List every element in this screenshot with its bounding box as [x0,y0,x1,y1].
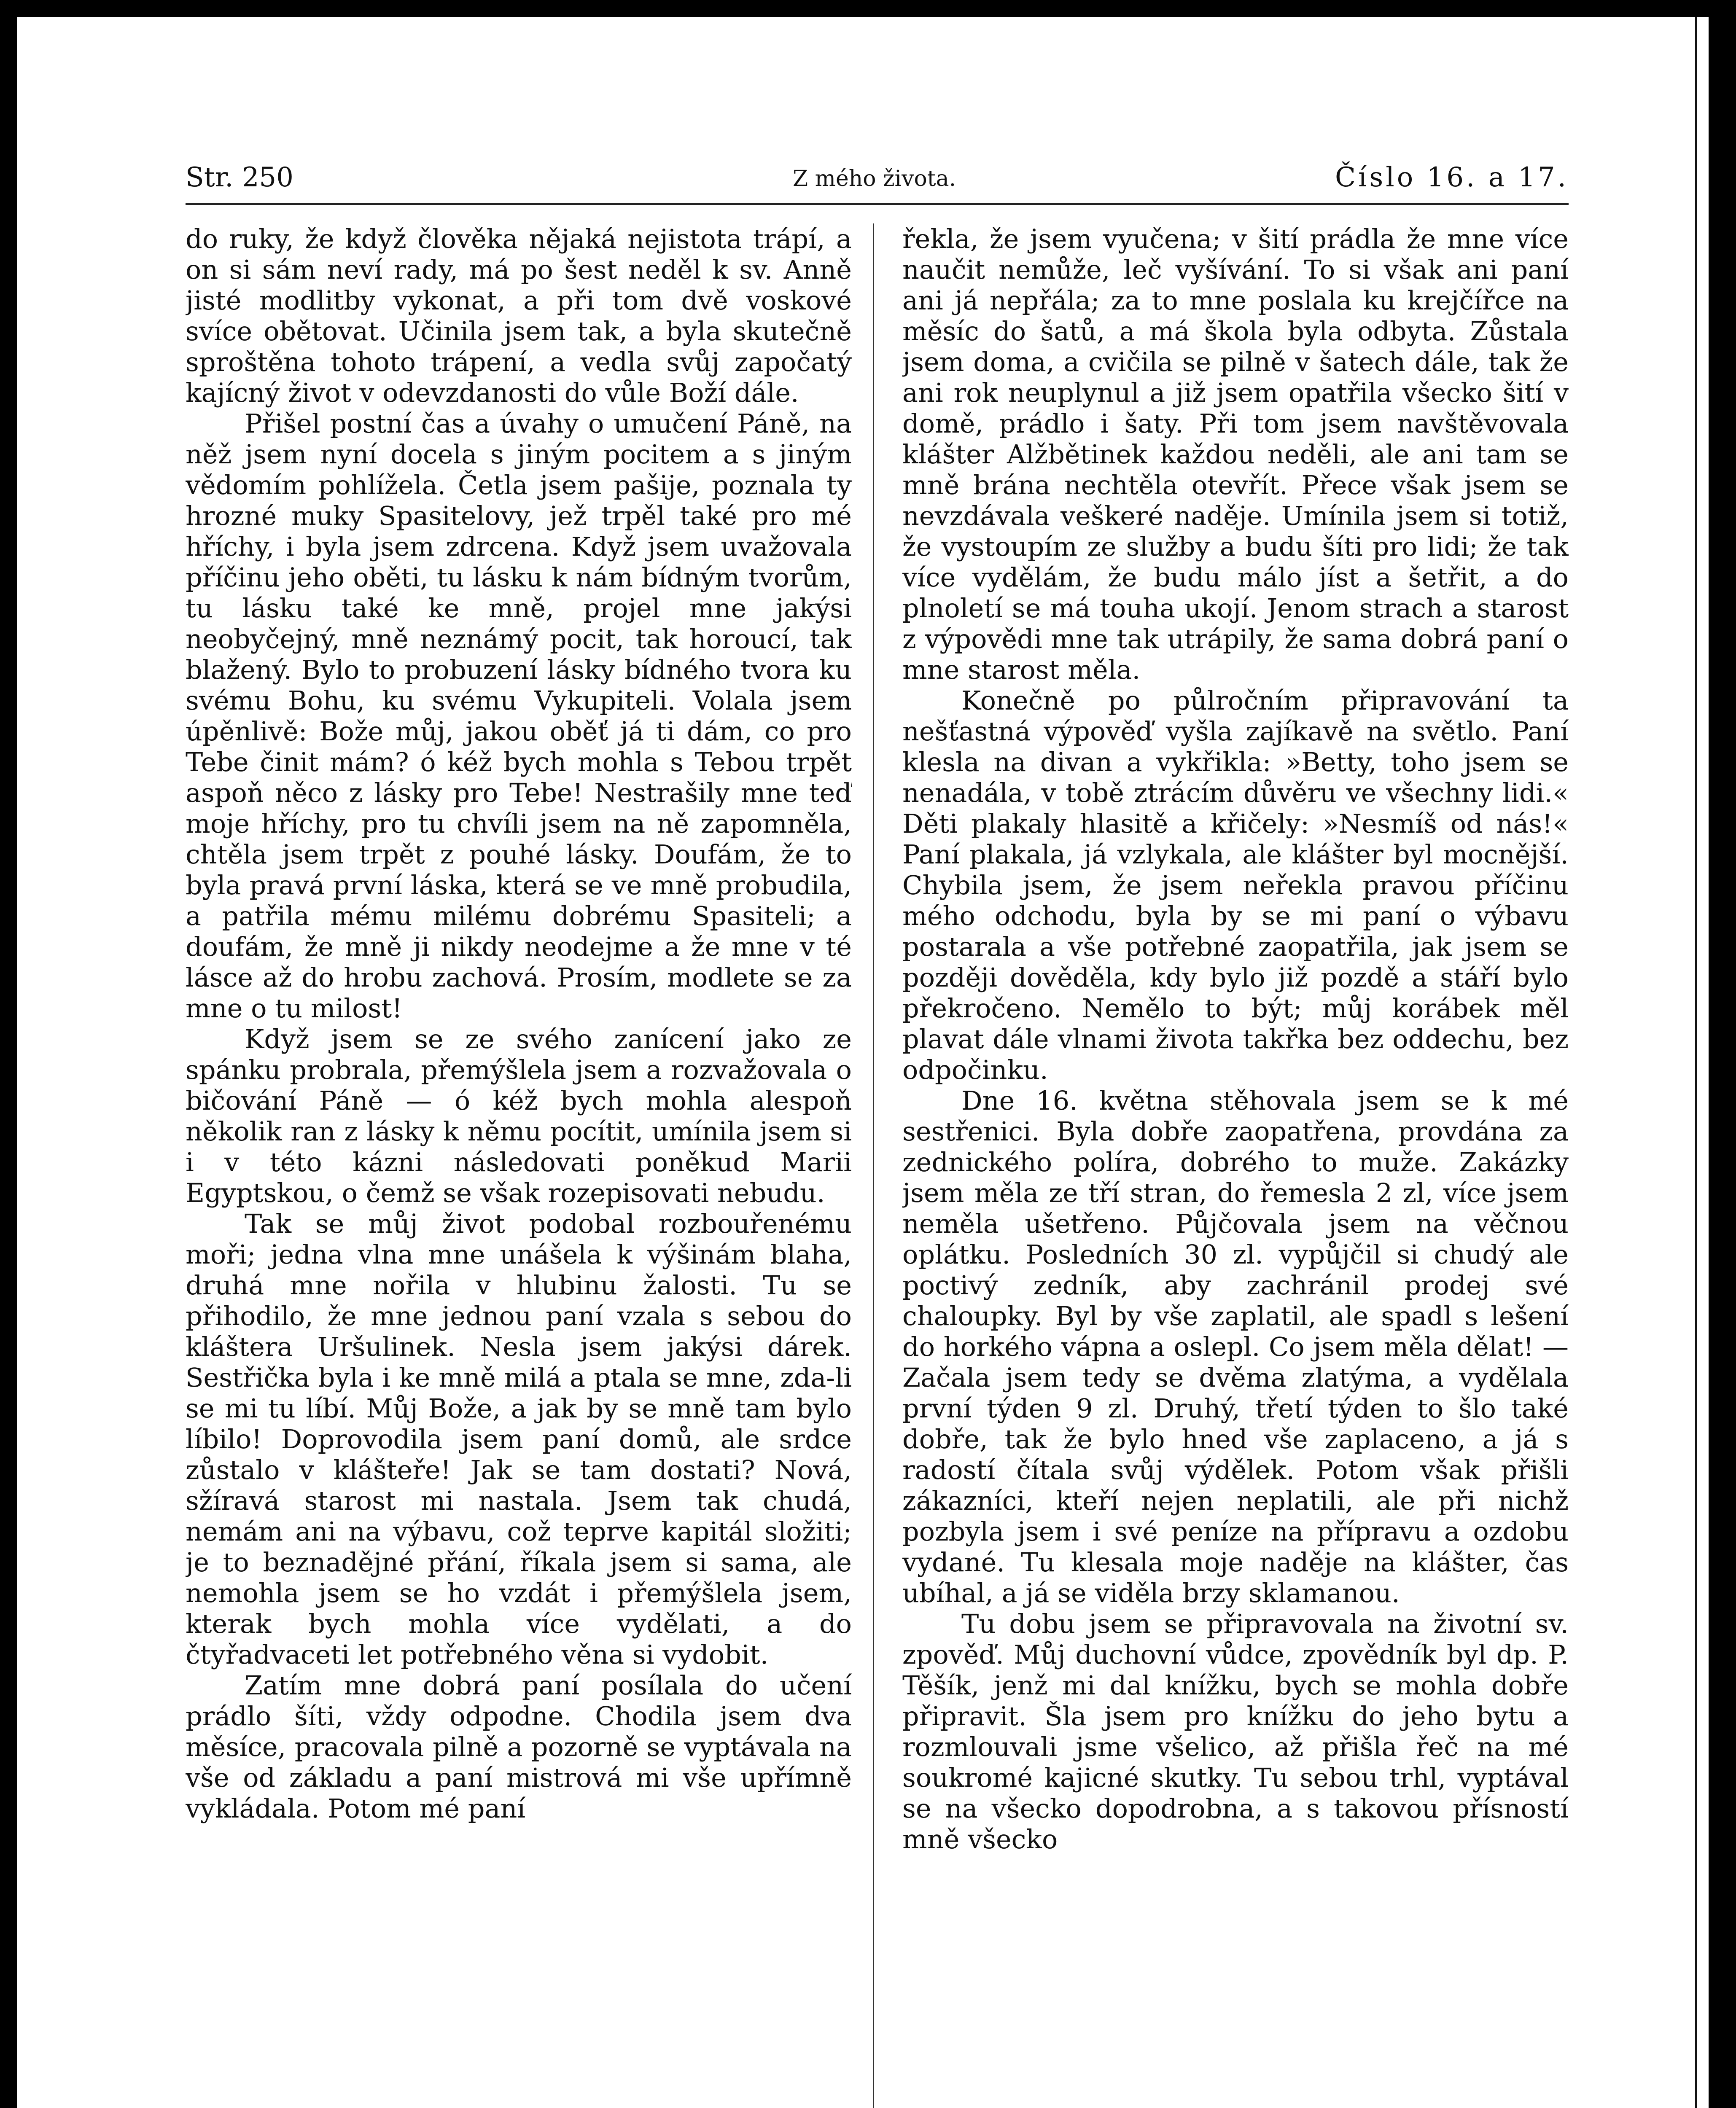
paragraph: Zatím mne dobrá paní posílala do učení prádlo šíti, vždy odpodne. Chodila jsem dva měsíce, pracovala pilně a pozorně se vyptávala na vše od základu a paní mistrová mi vše upřímně vykládala. Potom mé paní [186,1670,852,1824]
issue-number: Číslo 16. a 17. [1335,162,1569,193]
page-number: Str. 250 [186,162,293,193]
right-column [902,223,1569,2108]
paragraph: Konečně po půlročním připravování ta nešťastná výpověď vyšla zajíkavě na světlo. Paní klesla na divan a vykřikla: »Betty, toho jsem se nenadála, v tobě ztrácím důvěru ve všechny lidi.« Děti plakaly hlasitě a křičely: »Nesmíš od nás!« Paní plakala, já vzlykala, ale klášter byl mocnější. Chybila jsem, že jsem neřekla pravou příčinu mého odchodu, byla by se mi paní o výbavu postarala a vše potřebné zaopatřila, jak jsem se později dověděla, kdy bylo již pozdě a stáří bylo překročeno. Nemělo to být; můj korábek měl plavat dále vlnami života takřka bez oddechu, bez odpočinku. [902,685,1569,1085]
column-divider [873,223,874,2108]
paragraph: Dne 16. května stěhovala jsem se k mé sestřenici. Byla dobře zaopatřena, provdána za zednického políra, dobrého to muže. Zakázky jsem měla ze tří stran, do řemesla 2 zl, více jsem neměla ušetřeno. Půjčovala jsem na věčnou oplátku. Posledních 30 zl. vypůjčil si chudý ale poctivý zedník, aby zachránil prodej své chaloupky. Byl by vše zaplatil, ale spadl s lešení do horkého vápna a oslepl. Co jsem měla dělat! — Začala jsem tedy se dvěma zlatýma, a vydělala první týden 9 zl. Druhý, třetí týden to šlo také dobře, tak že bylo hned vše zaplaceno, a já s radostí čítala svůj výdělek. Potom však přišli zákazníci, kteří nejen neplatili, ale při nichž pozbyla jsem i své peníze na přípravu a ozdobu vydané. Tu klesala moje naděje na klášter, čas ubíhal, a já se viděla brzy sklamanou. [902,1085,1569,1608]
paragraph: do ruky, že když člověka nějaká nejistota trápí, a on si sám neví rady, má po šest neděl k sv. Anně jisté modlitby vykonat, a při tom dvě voskové svíce obětovat. Učinila jsem tak, a byla skutečně sproštěna tohoto trápení, a vedla svůj započatý kajícný život v odevzdanosti do vůle Boží dále. [186,223,852,408]
page-header [186,157,1569,203]
paragraph: řekla, že jsem vyučena; v šití prádla že mne více naučit nemůže, leč vyšívání. To si však ani paní ani já nepřála; za to mne poslala ku krejčířce na měsíc do šatů, a má škola byla odbyta. Zůstala jsem doma, a cvičila se pilně v šatech dále, tak že ani rok neuplynul a již jsem opatřila všecko šití v domě, prádlo i šaty. Při tom jsem navštěvovala klášter Alžbětinek každou neděli, ale ani tam se mně brána nechtěla otevřít. Přece však jsem se nevzdávala veškeré naděje. Umínila jsem si totiž, že vystoupím ze služby a budu šíti pro lidi; že tak více vydělám, že budu málo jíst a šetřit, a do plnoletí se má touha ukojí. Jenom strach a starost z výpovědi mne tak utrápily, že sama dobrá paní o mne starost měla. [902,223,1569,685]
paragraph: Tak se můj život podobal rozbouřenému moři; jedna vlna mne unášela k výšinám blaha, druhá mne nořila v hlubinu žalosti. Tu se přihodilo, že mne jednou paní vzala s sebou do kláštera Uršulinek. Nesla jsem jakýsi dárek. Sestřička byla i ke mně milá a ptala se mne, zda-li se mi tu líbí. Můj Bože, a jak by se mně tam bylo líbilo! Doprovodila jsem paní domů, ale srdce zůstalo v klášteře! Jak se tam dostati? Nová, sžíravá starost mi nastala. Jsem tak chudá, nemám ani na výbavu, což teprve kapitál složiti; je to beznadějné přání, říkala jsem si sama, ale nemohla jsem se ho vzdát i přemýšlela jsem, kterak bych mohla více vydělati, a do čtyřadvaceti let potřebného věna si vydobit. [186,1208,852,1670]
paragraph: Přišel postní čas a úvahy o umučení Páně, na něž jsem nyní docela s jiným pocitem a s jiným vědomím pohlížela. Četla jsem pašije, poznala ty hrozné muky Spasitelovy, jež trpěl také pro mé hříchy, i byla jsem zdrcena. Když jsem uvažovala příčinu jeho oběti, tu lásku k nám bídným tvorům, tu lásku také ke mně, projel mne jakýsi neobyčejný, mně neznámý pocit, tak horoucí, tak blažený. Bylo to probuzení lásky bídného tvora ku svému Bohu, ku svému Vykupiteli. Volala jsem úpěnlivě: Bože můj, jakou oběť já ti dám, co pro Tebe činit mám? ó kéž bych mohla s Tebou trpět aspoň něco z lásky pro Tebe! Nestrašily mne teď moje hříchy, pro tu chvíli jsem na ně zapomněla, chtěla jsem trpět z pouhé lásky. Doufám, že to byla pravá první láska, která se ve mně probudila, a patřila mému milému dobrému Spasiteli; a doufám, že mně ji nikdy neodejme a že mne v té lásce až do hrobu zachová. Prosím, modlete se za mne o tu milost! [186,408,852,1024]
left-column [186,223,852,2108]
page-edge-line [1695,17,1697,2108]
running-title: Z mého života. [793,166,956,191]
header-rule [186,203,1569,205]
scan-border [1709,0,1736,2108]
paragraph: Tu dobu jsem se připravovala na životní sv. zpověď. Můj duchovní vůdce, zpovědník byl dp. P. Těšík, jenž mi dal knížku, bych se mohla dobře připravit. Šla jsem pro knížku do jeho bytu a rozmlouvali jsme všelico, až přišla řeč na mé soukromé kajicné skutky. Tu sebou trhl, vyptával se na všecko dopodrobna, a s takovou přísností mně všecko [902,1608,1569,1855]
paragraph: Když jsem se ze svého zanícení jako ze spánku probrala, přemýšlela jsem a rozvažovala o bičování Páně — ó kéž bych mohla alespoň několik ran z lásky k němu pocítit, umínila jsem si i v této kázni následovati poněkud Marii Egyptskou, o čemž se však rozepisovati nebudu. [186,1024,852,1208]
